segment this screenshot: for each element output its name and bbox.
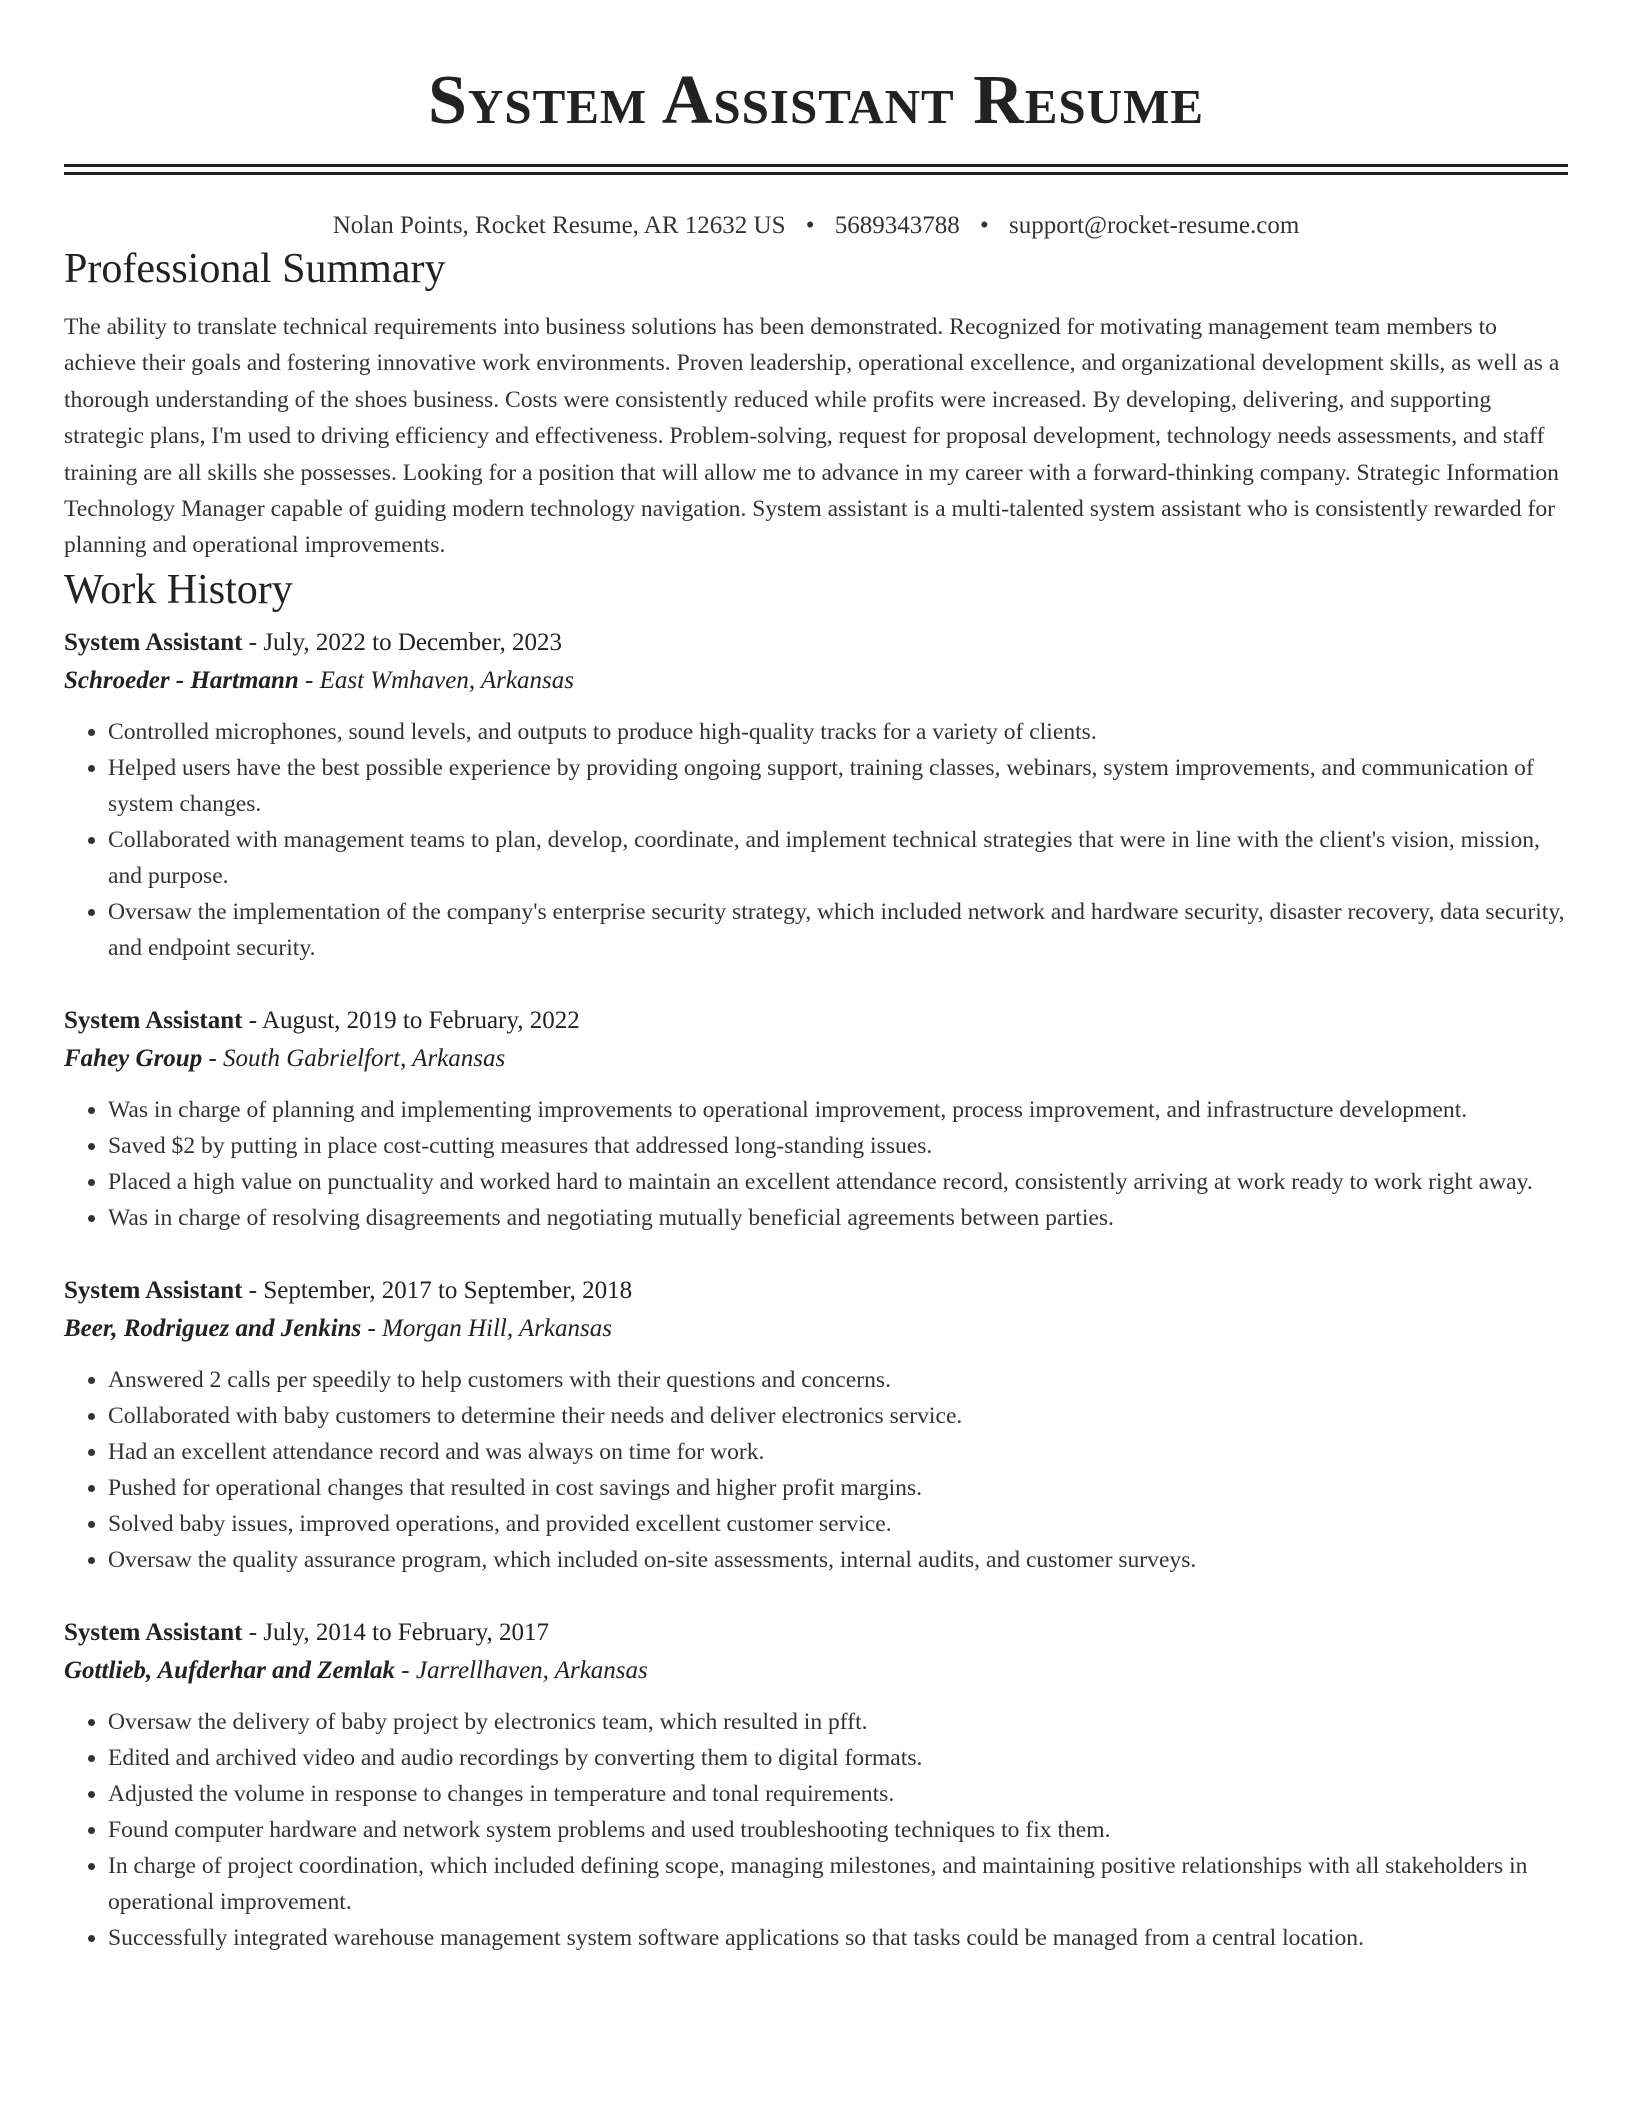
duty-item: • Found computer hardware and network system problems and used troubleshooting techniques to fix them. <box>108 1812 1568 1848</box>
duty-item: • Had an excellent attendance record and was always on time for work. <box>108 1434 1568 1470</box>
job-dates: - July, 2022 to December, 2023 <box>248 628 563 656</box>
job-entry <box>64 1272 1568 1578</box>
job-title: System Assistant <box>64 1618 243 1646</box>
job-title-line <box>64 1272 1568 1310</box>
job-entry <box>64 624 1568 966</box>
duty-item: • Was in charge of planning and implementing improvements to operational improvement, process improvement, and infrastructure development. <box>108 1092 1568 1128</box>
contact-separator: • <box>980 212 989 239</box>
duty-item: • Successfully integrated warehouse management system software applications so that tasks could be managed from a central location. <box>108 1920 1568 1956</box>
contact-line <box>64 209 1568 243</box>
duty-item: • Adjusted the volume in response to changes in temperature and tonal requirements. <box>108 1776 1568 1812</box>
job-title: System Assistant <box>64 1006 243 1034</box>
duty-item: • Was in charge of resolving disagreements and negotiating mutually beneficial agreements between parties. <box>108 1200 1568 1236</box>
job-title: System Assistant <box>64 1276 243 1304</box>
summary-text: The ability to translate technical requirements into business solutions has been demonstrated. Recognized for motivating management team members to achieve their goals and fostering innovative work environments. Proven leadership, operational excellence, and organizational development skills, as well as a thorough understanding of the shoes business. Costs were consistently reduced while profits were increased. By developing, delivering, and supporting strategic plans, I'm used to driving efficiency and effectiveness. Problem-solving, request for proposal development, technology needs assessments, and staff training are all skills she possesses. Looking for a position that will allow me to advance in my career with a forward-thinking company. Strategic Information Technology Manager capable of guiding modern technology navigation. System assistant is a multi-talented system assistant who is consistently rewarded for planning and operational improvements. <box>64 314 1560 559</box>
job-company-line <box>64 1310 1568 1348</box>
job-company: Gottlieb, Aufderhar and Zemlak <box>64 1656 396 1684</box>
duty-item: • In charge of project coordination, which included defining scope, managing milestones, and maintaining positive relationships with all stakeholders in operational improvement. <box>108 1848 1568 1920</box>
job-title-line <box>64 624 1568 662</box>
title-divider <box>64 164 1568 175</box>
duty-item: • Answered 2 calls per speedily to help customers with their questions and concerns. <box>108 1362 1568 1398</box>
job-location: - South Gabrielfort, Arkansas <box>208 1044 506 1072</box>
contact-phone: 5689343788 <box>834 212 960 239</box>
duty-item: • Solved baby issues, improved operations, and provided excellent customer service. <box>108 1506 1568 1542</box>
resume-title: System Assistant Resume <box>428 62 1204 139</box>
job-company-line <box>64 662 1568 700</box>
job-title: System Assistant <box>64 628 243 656</box>
duty-item: • Oversaw the delivery of baby project by electronics team, which resulted in pfft. <box>108 1704 1568 1740</box>
duty-item: • Collaborated with management teams to plan, develop, coordinate, and implement technical strategies that were in line with the client's vision, mission, and purpose. <box>108 822 1568 894</box>
job-duties <box>64 714 1568 966</box>
job-duties <box>64 1362 1568 1578</box>
duty-item: • Collaborated with baby customers to determine their needs and deliver electronics service. <box>108 1398 1568 1434</box>
duty-item: • Placed a high value on punctuality and worked hard to maintain an excellent attendance record, consistently arriving at work ready to work right away. <box>108 1164 1568 1200</box>
job-company: Fahey Group <box>64 1044 203 1072</box>
job-dates: - August, 2019 to February, 2022 <box>248 1006 580 1034</box>
job-company-line <box>64 1652 1568 1690</box>
job-company: Beer, Rodriguez and Jenkins <box>64 1314 362 1342</box>
duty-item: • Oversaw the implementation of the company's enterprise security strategy, which included network and hardware security, disaster recovery, data security, and endpoint security. <box>108 894 1568 966</box>
duty-item: • Controlled microphones, sound levels, and outputs to produce high-quality tracks for a variety of clients. <box>108 714 1568 750</box>
contact-email: support@rocket-resume.com <box>1009 212 1300 239</box>
job-location: - East Wmhaven, Arkansas <box>305 666 574 694</box>
job-location: - Morgan Hill, Arkansas <box>367 1314 612 1342</box>
duty-item: • Pushed for operational changes that resulted in cost savings and higher profit margins. <box>108 1470 1568 1506</box>
work-history-heading: Work History <box>64 566 293 613</box>
job-company: Schroeder - Hartmann <box>64 666 299 694</box>
job-entry <box>64 1614 1568 1956</box>
job-dates: - September, 2017 to September, 2018 <box>248 1276 633 1304</box>
job-title-line <box>64 1002 1568 1040</box>
duty-item: • Edited and archived video and audio recordings by converting them to digital formats. <box>108 1740 1568 1776</box>
work-history-list <box>64 624 1568 1956</box>
job-dates: - July, 2014 to February, 2017 <box>248 1618 549 1646</box>
job-location: - Jarrellhaven, Arkansas <box>401 1656 648 1684</box>
job-duties <box>64 1092 1568 1236</box>
contact-address: Nolan Points, Rocket Resume, AR 12632 US <box>332 212 786 239</box>
duty-item: • Oversaw the quality assurance program, which included on-site assessments, internal audits, and customer surveys. <box>108 1542 1568 1578</box>
summary-heading: Professional Summary <box>64 246 446 292</box>
job-entry <box>64 1002 1568 1236</box>
duty-item: • Saved $2 by putting in place cost-cutting measures that addressed long-standing issues. <box>108 1128 1568 1164</box>
job-company-line <box>64 1040 1568 1078</box>
job-title-line <box>64 1614 1568 1652</box>
contact-separator: • <box>805 212 815 239</box>
duty-item: • Helped users have the best possible experience by providing ongoing support, training classes, webinars, system improvements, and communication of system changes. <box>108 750 1568 822</box>
job-duties <box>64 1704 1568 1956</box>
